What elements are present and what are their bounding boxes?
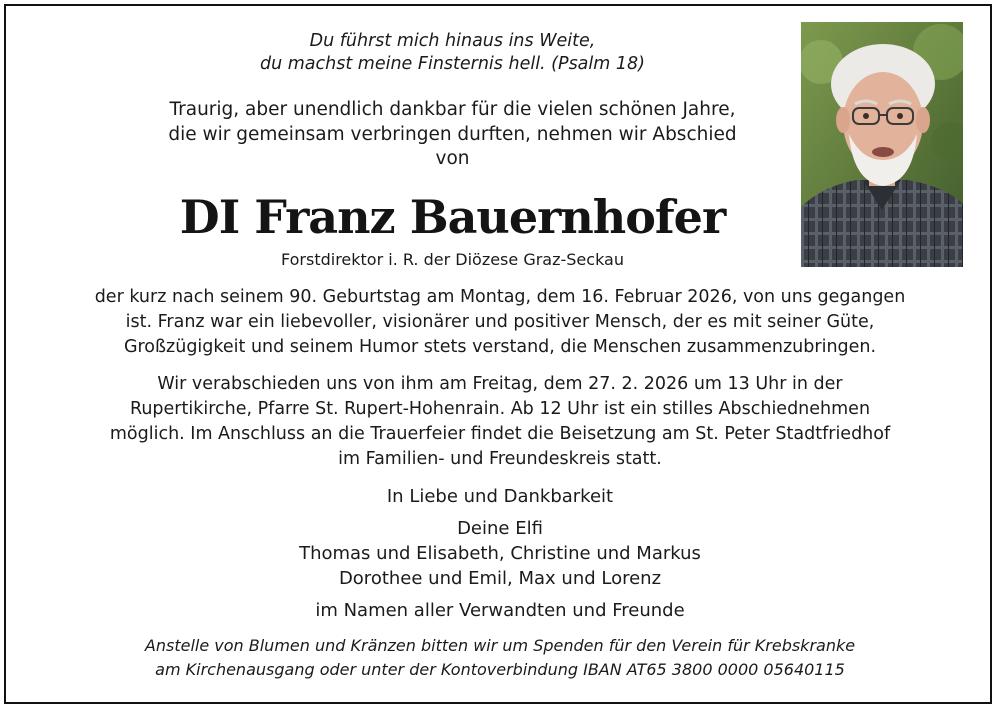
paragraph-1-line-1: der kurz nach seinem 90. Geburtstag am Montag, dem 16. Februar 2026, von uns gegangen <box>94 287 906 307</box>
paragraph-2-line-2: Rupertikirche, Pfarre St. Rupert-Hohenrain. Ab 12 Uhr ist ein stilles Abschiednehmen <box>129 399 871 419</box>
closing-line: In Liebe und Dankbarkeit <box>386 486 614 507</box>
family-line-1: Deine Elfi <box>457 518 543 539</box>
paragraph-2-line-4: im Familien- und Freundeskreis statt. <box>338 449 662 469</box>
relatives-line: im Namen aller Verwandten und Freunde <box>315 600 685 621</box>
footer-line-1: Anstelle von Blumen und Kränzen bitten wir um Spenden für den Verein für Krebskranke <box>144 636 856 655</box>
intro-line-2: die wir gemeinsam verbringen durften, nehmen wir Abschied <box>168 124 737 145</box>
paragraph-2-line-3: möglich. Im Anschluss an die Trauerfeier findet die Beisetzung am St. Peter Stadtfriedhof <box>109 424 891 444</box>
family-line-2: Thomas und Elisabeth, Christine und Markus <box>299 543 701 564</box>
intro-line-1: Traurig, aber unendlich dankbar für die vielen schönen Jahre, <box>169 99 736 120</box>
paragraph-2-line-1: Wir verabschieden uns von ihm am Freitag, dem 27. 2. 2026 um 13 Uhr in der <box>157 374 843 394</box>
paragraph-1-line-2: ist. Franz war ein liebevoller, visionärer und positiver Mensch, der es mit seiner Güte, <box>125 312 875 332</box>
deceased-title: Forstdirektor i. R. der Diözese Graz-Seckau <box>280 250 624 269</box>
verse-line-2: du machst meine Finsternis hell. (Psalm 18) <box>260 54 645 74</box>
footer-line-2: am Kirchenausgang oder unter der Kontoverbindung IBAN AT65 3800 0000 05640115 <box>155 660 845 679</box>
family-line-3: Dorothee und Emil, Max und Lorenz <box>338 568 662 589</box>
deceased-name: DI Franz Bauernhofer <box>179 190 726 244</box>
paragraph-1-line-3: Großzügigkeit und seinem Humor stets verstand, die Menschen zusammenzubringen. <box>123 337 877 357</box>
intro-line-3: von <box>435 148 470 169</box>
verse-line-1: Du führst mich hinaus ins Weite, <box>309 31 596 51</box>
